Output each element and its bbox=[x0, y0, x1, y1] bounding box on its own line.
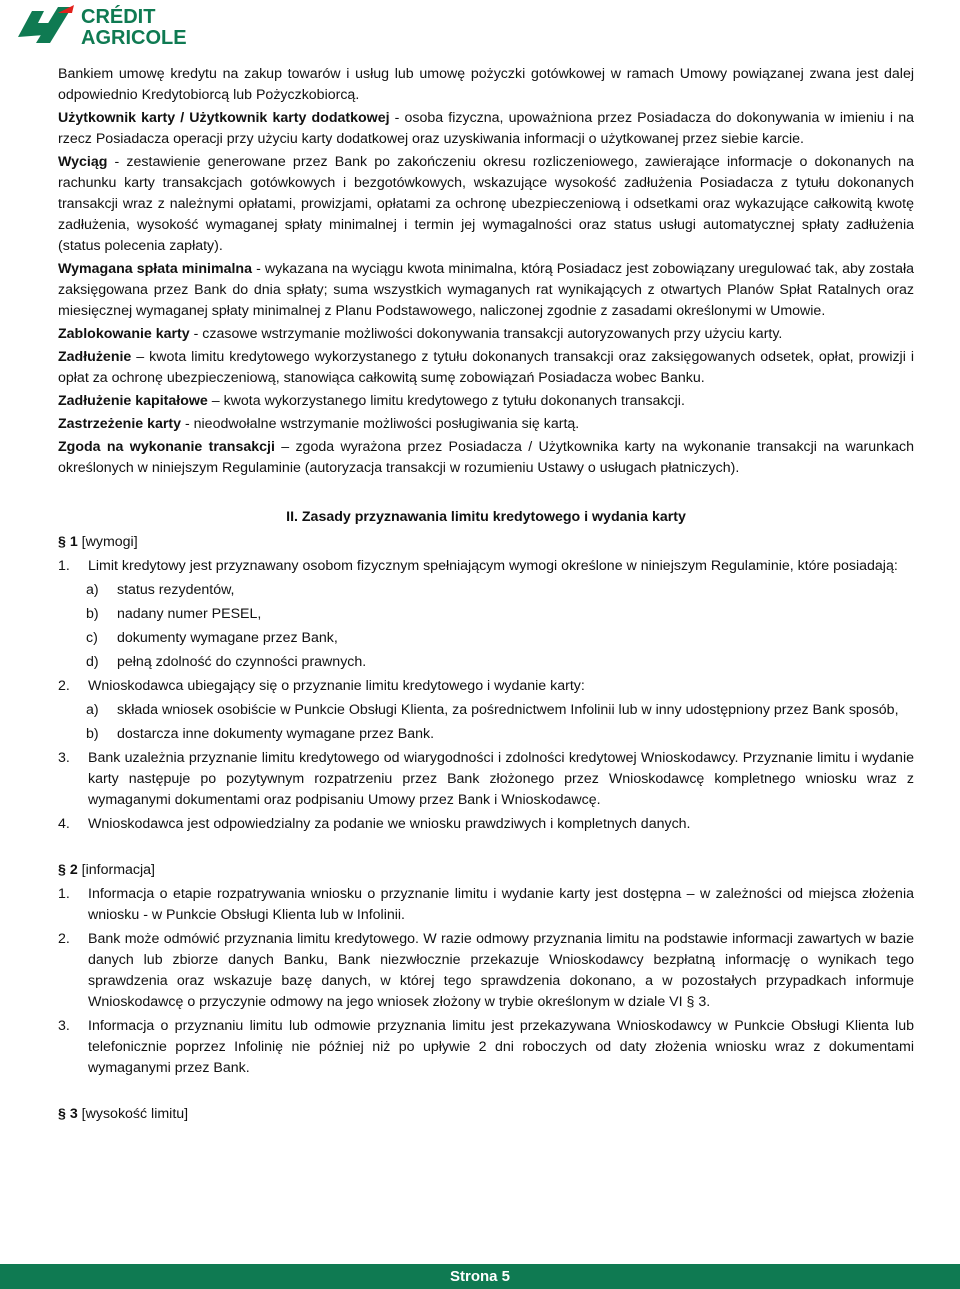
definition-text: - zestawienie generowane przez Bank po zakończeniu okresu rozliczeniowego, zawierające informacje o dokonanych na rachunku karty transakcjach gotówkowych i bezgotówkowych, wskazujące wysokość zadłużenia Posiadacza z tytułu dokonanych transakcji wraz z należnymi opłatami, prowizjami, opłatami za ochronę ubezpieczeniową i odsetkami oraz wykazujące całkowitą kwotę zadłużenia, wysokość wymaganej spłaty minimalnej i termin jej wymagalności oraz status usługi automatycznej spłaty zadłużenia (status polecenia zapłaty). bbox=[58, 154, 914, 254]
definition-wyciag bbox=[58, 152, 914, 257]
sub-item bbox=[58, 724, 914, 745]
list-text: Wnioskodawca jest odpowiedzialny za podanie we wniosku prawdziwych i kompletnych danych. bbox=[88, 816, 691, 832]
list-number: 1. bbox=[58, 886, 70, 902]
list-number: 4. bbox=[58, 816, 70, 832]
sub-text: dostarcza inne dokumenty wymagane przez Bank. bbox=[117, 726, 435, 742]
section-label: [wymogi] bbox=[77, 534, 138, 550]
list-number: 3. bbox=[58, 1018, 70, 1034]
definition-term: Zgoda na wykonanie transakcji bbox=[58, 439, 275, 455]
definition-zadluzenie-kapitalowe bbox=[58, 391, 914, 412]
sub-item bbox=[58, 604, 914, 625]
list-text: Limit kredytowy jest przyznawany osobom fizycznym spełniającym wymogi określone w niniejszym Regulaminie, które posiadają: bbox=[88, 558, 898, 574]
section-mark: § 2 bbox=[58, 862, 78, 878]
list-text: Wnioskodawca ubiegający się o przyznanie limitu kredytowego i wydanie karty: bbox=[88, 678, 585, 694]
sub-text: nadany numer PESEL, bbox=[117, 606, 262, 622]
definition-zgoda bbox=[58, 437, 914, 479]
sub-letter: b) bbox=[86, 606, 99, 622]
section-mark: § 3 bbox=[58, 1106, 78, 1122]
credit-agricole-logo-mark bbox=[14, 3, 224, 47]
definition-text: Bankiem umowę kredytu na zakup towarów i usług lub umowę pożyczki gotówkowej w ramach Umowy powiązanej zwana jest dalej odpowiednio Kredytobiorcą lub Pożyczkobiorcą. bbox=[58, 66, 914, 103]
section-label: [wysokość limitu] bbox=[77, 1106, 189, 1122]
list-item bbox=[58, 929, 914, 1013]
list-item bbox=[58, 748, 914, 811]
list-item bbox=[58, 556, 914, 577]
credit-agricole-logo bbox=[14, 3, 224, 47]
definition-bankiem bbox=[58, 64, 914, 106]
list-text: Informacja o etapie rozpatrywania wniosku o przyznanie limitu i wydanie karty jest dostępna – w zależności od miejsca złożenia wniosku - w Punkcie Obsługi Klienta lub w Infolinii. bbox=[88, 886, 914, 923]
sub-text: dokumenty wymagane przez Bank, bbox=[117, 630, 338, 646]
logo-text-line1: CRÉDIT bbox=[81, 6, 156, 28]
list-number: 1. bbox=[58, 558, 70, 574]
list-text: Informacja o przyznaniu limitu lub odmowie przyznania limitu jest przekazywana Wnioskodawcy w Punkcie Obsługi Klienta lub telefonicznie poprzez Infolinię nie później niż po upływie 2 dni roboczych od daty złożenia wniosku wraz z dokumentami wymaganymi przez Bank. bbox=[88, 1018, 914, 1076]
sub-letter: a) bbox=[86, 702, 99, 718]
list-number: 2. bbox=[58, 931, 70, 947]
definition-zadluzenie bbox=[58, 347, 914, 389]
definition-uzytkownik-karty bbox=[58, 108, 914, 150]
sub-text: składa wniosek osobiście w Punkcie Obsługi Klienta, za pośrednictwem Infolinii lub w inny udostępniony przez Bank sposób, bbox=[117, 702, 899, 718]
sub-item bbox=[58, 652, 914, 673]
definition-zastrzezenie-karty bbox=[58, 414, 914, 435]
definition-text: - wykazana na wyciągu kwota minimalna, którą Posiadacz jest zobowiązany uregulować tak, aby została zaksięgowana przez Bank do dnia spłaty; suma wszystkich wymaganych rat wynikających z otwartych Planów Spłat Ratalnych oraz miesięcznej wymaganej spłaty minimalnej z Planu Podstawowego, naliczonej zgodnie z zasadami określonymi w Umowie. bbox=[58, 261, 914, 319]
sub-letter: d) bbox=[86, 654, 99, 670]
list-item bbox=[58, 676, 914, 697]
list-item bbox=[58, 1016, 914, 1079]
section-label: [informacja] bbox=[77, 862, 156, 878]
definition-text: – kwota limitu kredytowego wykorzystanego z tytułu dokonanych transakcji oraz zaksięgowanych odsetek, opłat, prowizji i opłat za ochronę ubezpieczeniową, stanowiąca całkowitą sumę zobowiązań Posiadacza wobec Banku. bbox=[58, 349, 914, 386]
list-number: 2. bbox=[58, 678, 70, 694]
list-text: Bank uzależnia przyznanie limitu kredytowego od wiarygodności i zdolności kredytowej Wnioskodawcy. Przyznanie limitu i wydanie karty następuje po pozytywnym rozpatrzeniu przez Bank złożonego przez Wnioskodawcę kompletnego wniosku wraz z wymaganymi dokumentami oraz podpisaniu Umowy przez Bank i Wnioskodawcę. bbox=[88, 750, 914, 808]
definition-term: Wymagana spłata minimalna bbox=[58, 261, 252, 277]
section-mark: § 1 bbox=[58, 534, 78, 550]
definition-wymagana-splata bbox=[58, 259, 914, 322]
page-footer bbox=[0, 1264, 960, 1289]
definition-term: Użytkownik karty / Użytkownik karty dodatkowej bbox=[58, 110, 390, 126]
definition-text: - osoba fizyczna, upoważniona przez Posiadacza do dokonywania w imieniu i na rzecz Posiadacza operacji przy użyciu karty dodatkowej oraz uzyskiwania informacji o użytkowanej przez siebie karcie. bbox=[58, 110, 914, 147]
sub-text: pełną zdolność do czynności prawnych. bbox=[117, 654, 367, 670]
definition-term: Zadłużenie bbox=[58, 349, 132, 365]
section-3-heading bbox=[58, 1104, 914, 1125]
list-text: Bank może odmówić przyznania limitu kredytowego. W razie odmowy przyznania limitu na podstawie informacji zawartych w bazie danych lub zbiorze danych Banku, Bank niezwłocznie przekazuje Wnioskodawcy bezpłatną informację o wynikach tego sprawdzenia oraz wskazuje bazę danych, w której tego sprawdzenia dokonano, a w pozostałych przypadkach informuje Wnioskodawcę o przyczynie odmowy na jego wniosek złożony w trybie określonym w dziale VI § 3. bbox=[88, 931, 914, 1010]
logo-text-line2: AGRICOLE bbox=[81, 27, 187, 47]
definition-text: – zgoda wyrażona przez Posiadacza / Użytkownika karty na wykonanie transakcji na warunkach określonych w niniejszym Regulaminie (autoryzacja transakcji w rozumieniu Ustawy o usługach płatniczych). bbox=[58, 439, 914, 476]
chapter-title: II. Zasady przyznawania limitu kredytowego i wydania karty bbox=[286, 509, 686, 525]
list-number: 3. bbox=[58, 750, 70, 766]
page-number: Strona 5 bbox=[449, 1268, 510, 1285]
section-2-heading bbox=[58, 860, 914, 881]
spacer bbox=[58, 838, 914, 858]
sub-text: status rezydentów, bbox=[117, 582, 235, 598]
definition-term: Zadłużenie kapitałowe bbox=[58, 393, 208, 409]
sub-item bbox=[58, 628, 914, 649]
sub-letter: c) bbox=[86, 630, 98, 646]
section-1-heading bbox=[58, 532, 914, 553]
sub-item bbox=[58, 700, 914, 721]
definition-text: - nieodwołalne wstrzymanie możliwości posługiwania się kartą. bbox=[181, 416, 580, 432]
list-item bbox=[58, 814, 914, 835]
definition-term: Zastrzeżenie karty bbox=[58, 416, 182, 432]
spacer bbox=[58, 1082, 914, 1102]
sub-letter: b) bbox=[86, 726, 99, 742]
definition-term: Zablokowanie karty bbox=[58, 326, 190, 342]
definition-zablokowanie-karty bbox=[58, 324, 914, 345]
sub-item bbox=[58, 580, 914, 601]
definition-term: Wyciąg bbox=[58, 154, 108, 170]
list-item bbox=[58, 884, 914, 926]
definition-text: – kwota wykorzystanego limitu kredytowego z tytułu dokonanych transakcji. bbox=[207, 393, 685, 409]
document-body bbox=[58, 64, 914, 1128]
sub-letter: a) bbox=[86, 582, 99, 598]
definition-text: - czasowe wstrzymanie możliwości dokonywania transakcji autoryzowanych przy użyciu karty. bbox=[189, 326, 783, 342]
